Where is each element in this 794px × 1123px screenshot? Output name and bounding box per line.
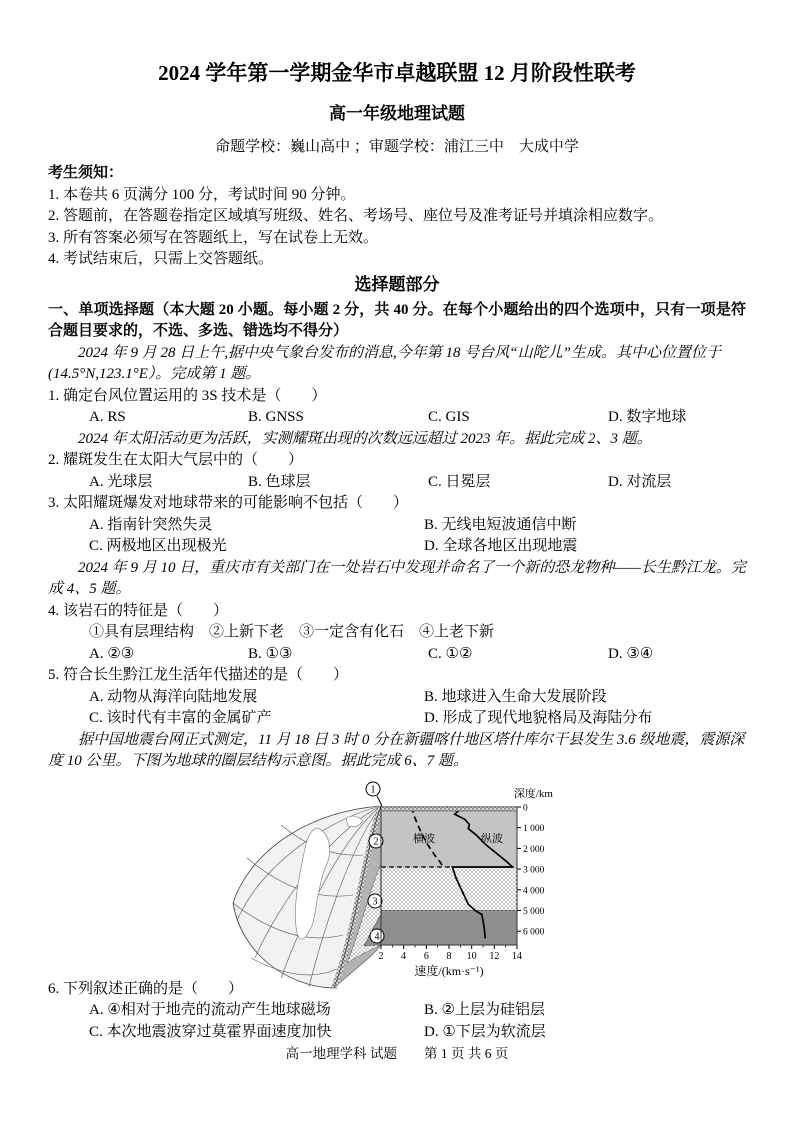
intro-dinosaur: 2024 年 9 月 10 日，重庆市有关部门在一处岩石中发现并命名了一个新的恐龙物种——长生黔江龙。完成 4、5 题。 bbox=[48, 559, 746, 597]
svg-text:4: 4 bbox=[374, 930, 380, 942]
section-heading: 一、单项选择题（本大题 20 小题。每小题 2 分，共 40 分。在每个小题给出的四个选项中，只有一项是符合题目要求的，不选、多选、错选均不得分） bbox=[48, 301, 746, 339]
option-d: D. ③④ bbox=[608, 645, 654, 662]
layer-band bbox=[381, 867, 517, 910]
svg-text:4 000: 4 000 bbox=[523, 885, 545, 896]
question-4-subitems: ①具有层理结构 ②上新下老 ③一定含有化石 ④上老下新 bbox=[89, 624, 495, 640]
question-3-stem: 3. 太阳耀斑爆发对地球带来的可能影响不包括（ ） bbox=[48, 495, 409, 511]
option-c: C. ①② bbox=[428, 645, 473, 662]
option-d: D. 全球各地区出现地震 bbox=[424, 538, 578, 554]
depth-axis-label: 深度/km bbox=[513, 787, 553, 800]
exam-title: 2024 学年第一学期金华市卓越联盟 12 月阶段性联考 bbox=[158, 61, 636, 85]
exam-subtitle: 高一年级地理试题 bbox=[329, 104, 465, 123]
intro-earthquake: 据中国地震台网正式测定，11 月 18 日 3 时 0 分在新疆喀什地区塔什库尔干县发生 3.6 级地震，震源深度 10 公里。下图为地球的圈层结构示意图。据此完成 6、7 题。 bbox=[48, 731, 745, 769]
question-2-options bbox=[48, 472, 746, 494]
option-b: B. GNSS bbox=[248, 409, 304, 425]
option-a: A. ②③ bbox=[89, 645, 135, 662]
option-b: B. ②上层为硅铝层 bbox=[424, 1002, 545, 1018]
svg-text:12: 12 bbox=[489, 950, 500, 962]
question-6-stem: 6. 下列叙述正确的是（ ） bbox=[48, 980, 244, 997]
question-5-options-row1 bbox=[48, 687, 746, 709]
page-footer bbox=[0, 1045, 794, 1063]
marker-1-leader-line bbox=[377, 796, 382, 806]
question-1-options bbox=[48, 407, 746, 429]
option-d: D. ①下层为软流层 bbox=[424, 1023, 546, 1040]
svg-text:4: 4 bbox=[401, 950, 407, 962]
earth-structure-figure bbox=[48, 773, 746, 979]
option-c: C. 两极地区出现极光 bbox=[89, 538, 227, 554]
option-b: B. ①③ bbox=[248, 645, 293, 662]
p-wave-label: 纵波 bbox=[481, 832, 503, 845]
option-c: C. 日冕层 bbox=[428, 473, 491, 490]
s-wave-label: 横波 bbox=[413, 832, 435, 845]
svg-text:2: 2 bbox=[373, 835, 379, 847]
question-4-options bbox=[48, 644, 746, 666]
question-3-options-row1 bbox=[48, 515, 746, 537]
option-a: A. ④相对于地壳的流动产生地球磁场 bbox=[89, 1002, 331, 1018]
notice-item: 3. 所有答案必须写在答题纸上，写在试卷上无效。 bbox=[48, 229, 379, 246]
option-a: A. 动物从海洋向陆地发展 bbox=[89, 688, 258, 705]
svg-text:6: 6 bbox=[423, 950, 429, 962]
footer-subject: 高一地理学科 试题 bbox=[285, 1046, 397, 1061]
question-2-stem: 2. 耀斑发生在太阳大气层中的（ ） bbox=[48, 452, 304, 468]
layer-band bbox=[381, 910, 517, 945]
option-c: C. 本次地震波穿过莫霍界面速度加快 bbox=[89, 1023, 332, 1040]
svg-text:1: 1 bbox=[370, 783, 376, 795]
option-c: C. GIS bbox=[428, 409, 470, 425]
option-a: A. 光球层 bbox=[89, 473, 153, 490]
crust-strip bbox=[381, 807, 517, 811]
school-line: 命题学校：巍山高中 ；审题学校：浦江三中 大成中学 bbox=[215, 139, 579, 155]
svg-text:5 000: 5 000 bbox=[523, 906, 545, 917]
velocity-axis-label: 速度/(km·s⁻¹) bbox=[414, 963, 484, 978]
option-b: B. 色球层 bbox=[248, 473, 311, 490]
option-a: A. 指南针突然失灵 bbox=[89, 516, 213, 533]
svg-text:14: 14 bbox=[512, 950, 522, 962]
question-3-options-row2 bbox=[48, 536, 746, 558]
question-1-stem: 1. 确定台风位置运用的 3S 技术是（ ） bbox=[48, 387, 327, 404]
option-c: C. 该时代有丰富的金属矿产 bbox=[89, 710, 272, 726]
part-heading: 选择题部分 bbox=[354, 274, 440, 294]
intro-typhoon: 2024 年 9 月 28 日上午,据中央气象台发布的消息,今年第 18 号台风“山陀儿”生成。其中心位置位于(14.5°N,123.1°E）。完成第 1 题。 bbox=[48, 344, 721, 382]
question-5-stem: 5. 符合长生黔江龙生活年代描述的是（ ） bbox=[48, 667, 349, 683]
option-b: B. 无线电短波通信中断 bbox=[424, 516, 577, 533]
svg-text:8: 8 bbox=[446, 950, 452, 962]
option-b: B. 地球进入生命大发展阶段 bbox=[424, 688, 607, 705]
svg-text:3: 3 bbox=[372, 895, 378, 907]
option-d: D. 对流层 bbox=[608, 473, 672, 490]
svg-text:2: 2 bbox=[378, 950, 384, 962]
question-4-stem: 4. 该岩石的特征是（ ） bbox=[48, 602, 229, 619]
footer-page-number: 第 1 页 共 6 页 bbox=[424, 1046, 509, 1061]
notice-item: 4. 考试结束后，只需上交答题纸。 bbox=[48, 251, 274, 267]
notice-item: 1. 本卷共 6 页满分 100 分，考试时间 90 分钟。 bbox=[48, 186, 356, 203]
svg-text:1 000: 1 000 bbox=[523, 823, 545, 834]
notice-heading: 考生须知： bbox=[48, 165, 124, 181]
svg-text:0: 0 bbox=[523, 803, 528, 813]
question-5-options-row2 bbox=[48, 708, 746, 730]
svg-text:2 000: 2 000 bbox=[523, 844, 545, 855]
svg-text:6 000: 6 000 bbox=[523, 927, 545, 938]
question-6-options-row2 bbox=[48, 1022, 746, 1044]
notice-item: 2. 答题前，在答题卷指定区域填写班级、姓名、考场号、座位号及准考证号并填涂相应数字。 bbox=[48, 208, 664, 224]
svg-text:10: 10 bbox=[466, 950, 477, 962]
svg-text:3 000: 3 000 bbox=[523, 865, 545, 876]
earth-structure-diagram bbox=[221, 773, 561, 1008]
intro-sunspot: 2024 年太阳活动更为活跃，实测耀斑出现的次数远远超过 2023 年。据此完成 2、3 题。 bbox=[78, 430, 652, 447]
option-d: D. 数字地球 bbox=[608, 409, 687, 425]
option-a: A. RS bbox=[89, 409, 126, 425]
globe-wedge bbox=[233, 806, 381, 988]
option-d: D. 形成了现代地貌格局及海陆分布 bbox=[424, 710, 653, 726]
